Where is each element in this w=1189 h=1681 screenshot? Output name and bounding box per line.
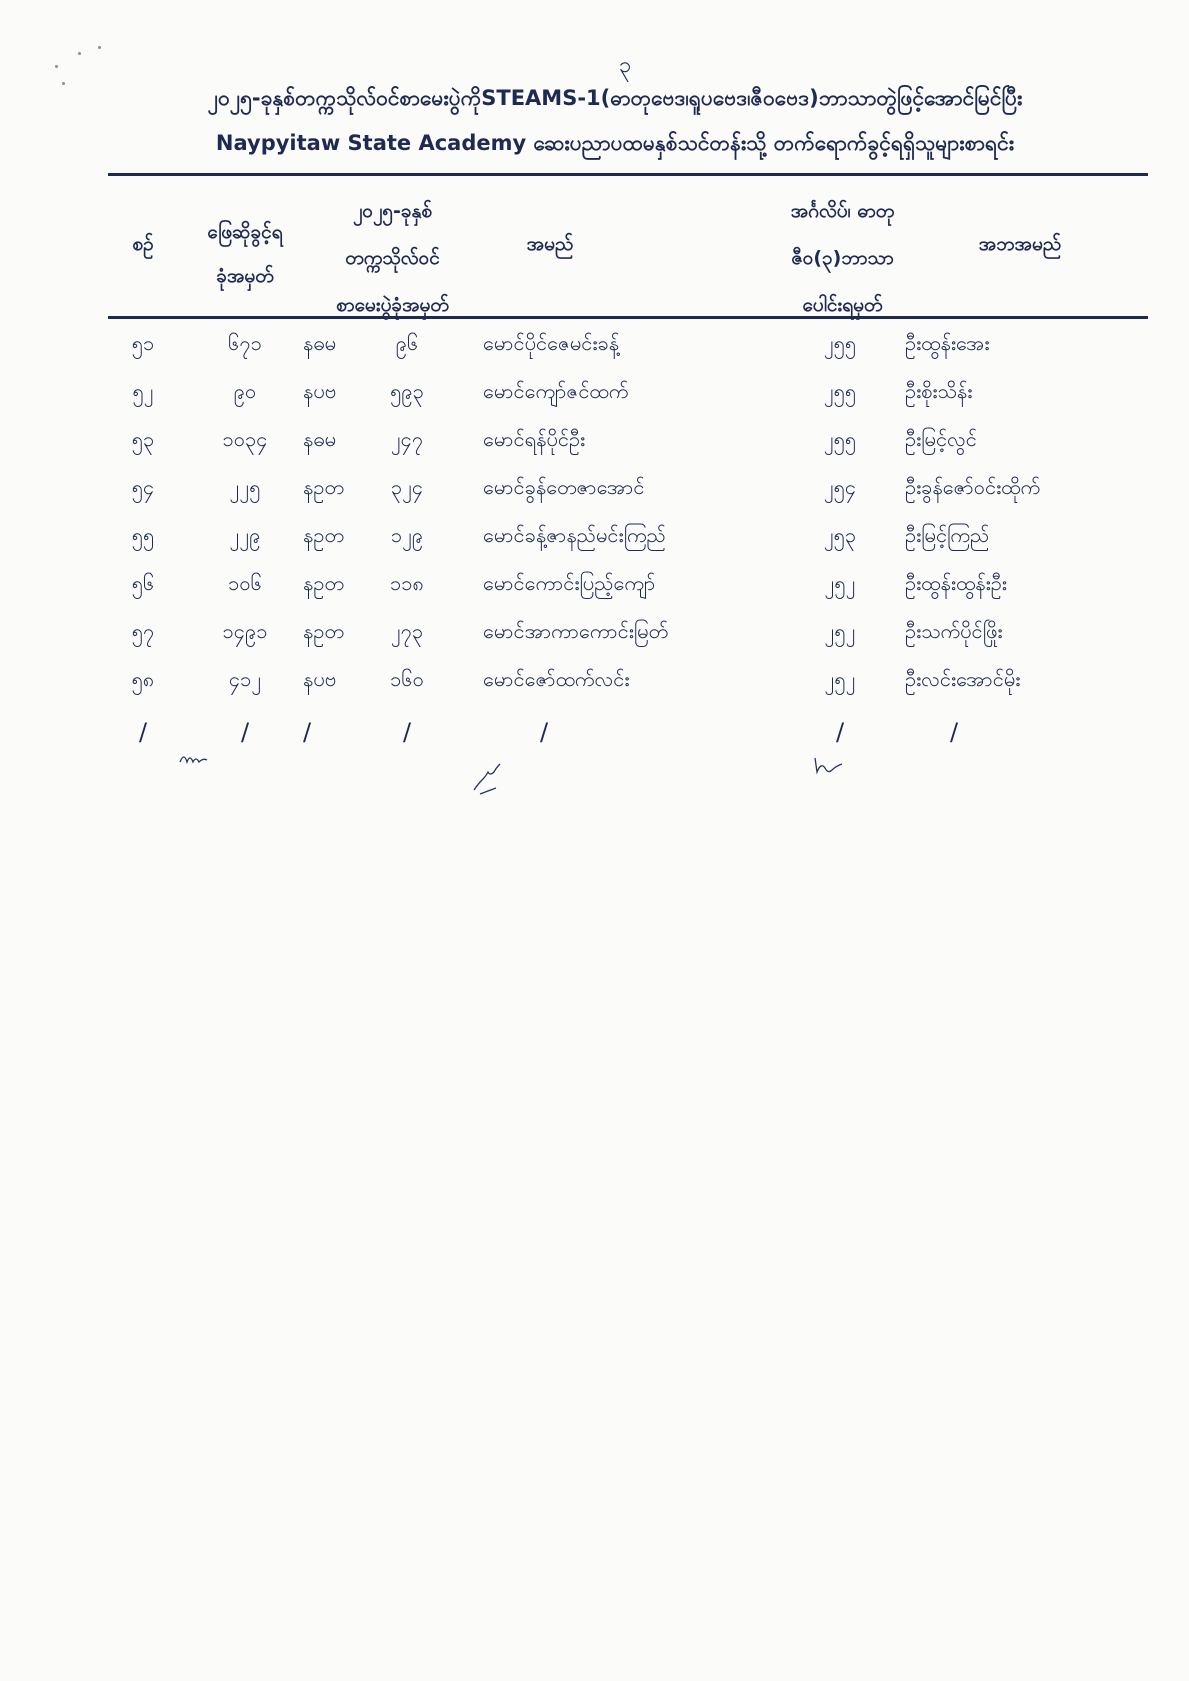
closing-slash-name: / bbox=[540, 718, 549, 746]
row-seat-no: ၆၇၁ bbox=[228, 331, 262, 355]
row-entrance-no: ၃၂၄ bbox=[390, 475, 424, 499]
header-no-label: စဉ် bbox=[132, 233, 154, 255]
row-entrance-no: ၁၂၉ bbox=[390, 523, 424, 547]
header-entrance-no bbox=[300, 188, 485, 329]
table-row bbox=[0, 474, 1189, 520]
header-total-marks-line-1: အင်္ဂလိပ်၊ ဓာတု bbox=[790, 200, 895, 222]
row-entrance-prefix: နဓမ bbox=[303, 427, 337, 451]
table-row bbox=[0, 522, 1189, 568]
table-row bbox=[0, 378, 1189, 424]
closing-slash-father-name: / bbox=[950, 718, 959, 746]
row-no: ၅၆ bbox=[131, 571, 155, 595]
row-entrance-no: ၁၆၀ bbox=[390, 667, 424, 691]
row-entrance-prefix: နဥတ bbox=[303, 619, 344, 643]
closing-slash-total-marks: / bbox=[835, 718, 845, 746]
row-name: မောင်ခွန်တေဇာအောင် bbox=[483, 475, 645, 499]
header-seat-no-line-1: ဖြေဆိုခွင့်ရ bbox=[207, 221, 283, 243]
row-name: မောင်ကောင်းပြည့်ကျော် bbox=[483, 571, 656, 595]
row-seat-no: ၉၀ bbox=[233, 379, 257, 403]
row-entrance-no: ၅၉၃ bbox=[390, 379, 424, 403]
row-father-name: ဦးလင်းအောင်မိုး bbox=[905, 667, 1021, 691]
row-entrance-prefix: နပဗ bbox=[303, 667, 337, 691]
row-no: ၅၇ bbox=[131, 619, 155, 643]
row-no: ၅၈ bbox=[131, 667, 155, 691]
row-seat-no: ၂၂၅ bbox=[229, 475, 261, 499]
header-entrance-no-line-2: တက္ကသိုလ်ဝင် bbox=[345, 247, 440, 269]
row-entrance-no: ၂၄၇ bbox=[390, 427, 424, 451]
row-father-name: ဦးစိုးသိန်း bbox=[905, 379, 973, 403]
header-total-marks-line-3: ပေါင်းရမှတ် bbox=[802, 294, 883, 316]
row-total-marks: ၂၅၄ bbox=[823, 475, 857, 499]
row-name: မောင်ရန်ပိုင်ဦး bbox=[483, 427, 586, 451]
row-entrance-prefix: နပဗ bbox=[303, 379, 337, 403]
row-total-marks: ၂၅၅ bbox=[823, 379, 857, 403]
header-total-marks-line-2: ဇီဝ(၃)ဘာသာ bbox=[791, 247, 894, 269]
row-name: မောင်ဇော်ထက်လင်း bbox=[483, 667, 630, 691]
header-seat-no-line-2: ခုံအမှတ် bbox=[216, 265, 274, 287]
row-entrance-no: ၉၆ bbox=[395, 331, 419, 355]
document-title-line-1: ၂၀၂၅-ခုနှစ်တက္ကသိုလ်ဝင်စာမေးပွဲကိုSTEAMS-1(ဓာတုဗေဒ၊ရူပဗေဒ၊ဇီဝဗေဒ)ဘာသာတွဲဖြင့်အောင်မြင်ပြီး bbox=[207, 86, 1023, 110]
row-entrance-prefix: နဥတ bbox=[303, 523, 344, 547]
closing-slash-entrance-no: / bbox=[402, 718, 412, 746]
row-total-marks: ၂၅၂ bbox=[824, 571, 856, 595]
handwritten-initials-mark bbox=[812, 752, 846, 776]
row-no: ၅၂ bbox=[132, 379, 154, 403]
header-entrance-no-line-3: စာမေးပွဲခုံအမှတ် bbox=[336, 294, 449, 316]
row-entrance-no: ၂၇၃ bbox=[390, 619, 424, 643]
row-total-marks: ၂၅၅ bbox=[823, 331, 857, 355]
row-no: ၅၃ bbox=[131, 427, 155, 451]
row-name: မောင်ခန့်ဇာနည်မင်းကြည် bbox=[483, 523, 666, 547]
handwritten-initials-mark bbox=[178, 748, 218, 770]
row-entrance-prefix: နဥတ bbox=[303, 475, 344, 499]
header-father-name-label: အဘအမည် bbox=[978, 233, 1062, 255]
header-father-name bbox=[955, 235, 1085, 254]
row-father-name: ဦးမြင့်ကြည် bbox=[905, 523, 990, 547]
row-total-marks: ၂၅၅ bbox=[823, 427, 857, 451]
row-seat-no: ၁၀၃၄ bbox=[222, 427, 268, 451]
table-row bbox=[0, 666, 1189, 712]
row-total-marks: ၂၅၂ bbox=[824, 667, 856, 691]
table-row bbox=[0, 618, 1189, 664]
table-row bbox=[0, 330, 1189, 376]
row-father-name: ဦးသက်ပိုင်ဖြိုး bbox=[905, 619, 1003, 643]
scan-speck bbox=[98, 46, 101, 49]
scan-speck bbox=[62, 82, 65, 85]
row-entrance-no: ၁၁၈ bbox=[390, 571, 424, 595]
row-seat-no: ၁၀၆ bbox=[228, 571, 262, 595]
row-seat-no: ၁၄၉၁ bbox=[222, 619, 268, 643]
row-no: ၅၅ bbox=[131, 523, 155, 547]
row-name: မောင်ကျော်ဇင်ထက် bbox=[483, 379, 629, 403]
row-father-name: ဦးထွန်းထွန်းဦး bbox=[905, 571, 1007, 595]
table-top-rule bbox=[108, 173, 1148, 176]
header-name-label: အမည် bbox=[526, 233, 574, 255]
row-entrance-prefix: နဥတ bbox=[303, 571, 344, 595]
row-total-marks: ၂၅၃ bbox=[823, 523, 857, 547]
scan-speck bbox=[78, 52, 81, 55]
row-entrance-prefix: နဓမ bbox=[303, 331, 337, 355]
table-header-rule bbox=[108, 316, 1148, 319]
header-total-marks bbox=[755, 188, 930, 329]
scan-speck bbox=[55, 65, 58, 68]
row-father-name: ဦးထွန်းအေး bbox=[905, 331, 990, 355]
header-no bbox=[118, 235, 168, 254]
handwritten-initials-mark bbox=[470, 760, 510, 800]
row-father-name: ဦးခွန်ဇော်ဝင်းထိုက် bbox=[905, 475, 1041, 499]
document-title-line-2: Naypyitaw State Academy ဆေးပညာပထမနှစ်သင်တန်းသို့ တက်ရောက်ခွင့်ရရှိသူများစာရင်း bbox=[215, 131, 1015, 155]
row-total-marks: ၂၅၂ bbox=[824, 619, 856, 643]
row-name: မောင်ပိုင်ဇေမင်းခန့် bbox=[483, 331, 620, 355]
closing-slash-prefix: / bbox=[303, 718, 312, 746]
closing-slash-seat-no: / bbox=[240, 718, 250, 746]
row-no: ၅၁ bbox=[131, 331, 155, 355]
row-seat-no: ၂၂၉ bbox=[229, 523, 261, 547]
header-name bbox=[505, 235, 595, 254]
row-father-name: ဦးမြင့်လွင် bbox=[905, 427, 977, 451]
row-name: မောင်အာကာကောင်းမြတ် bbox=[483, 619, 669, 643]
row-no: ၅၄ bbox=[131, 475, 155, 499]
header-entrance-no-line-1: ၂၀၂၅-ခုနှစ် bbox=[352, 200, 433, 222]
row-seat-no: ၄၁၂ bbox=[228, 667, 262, 691]
page-number: ၃ bbox=[618, 53, 632, 78]
header-seat-no bbox=[185, 210, 305, 298]
closing-slash-no: / bbox=[138, 718, 148, 746]
table-row bbox=[0, 426, 1189, 472]
table-row bbox=[0, 570, 1189, 616]
